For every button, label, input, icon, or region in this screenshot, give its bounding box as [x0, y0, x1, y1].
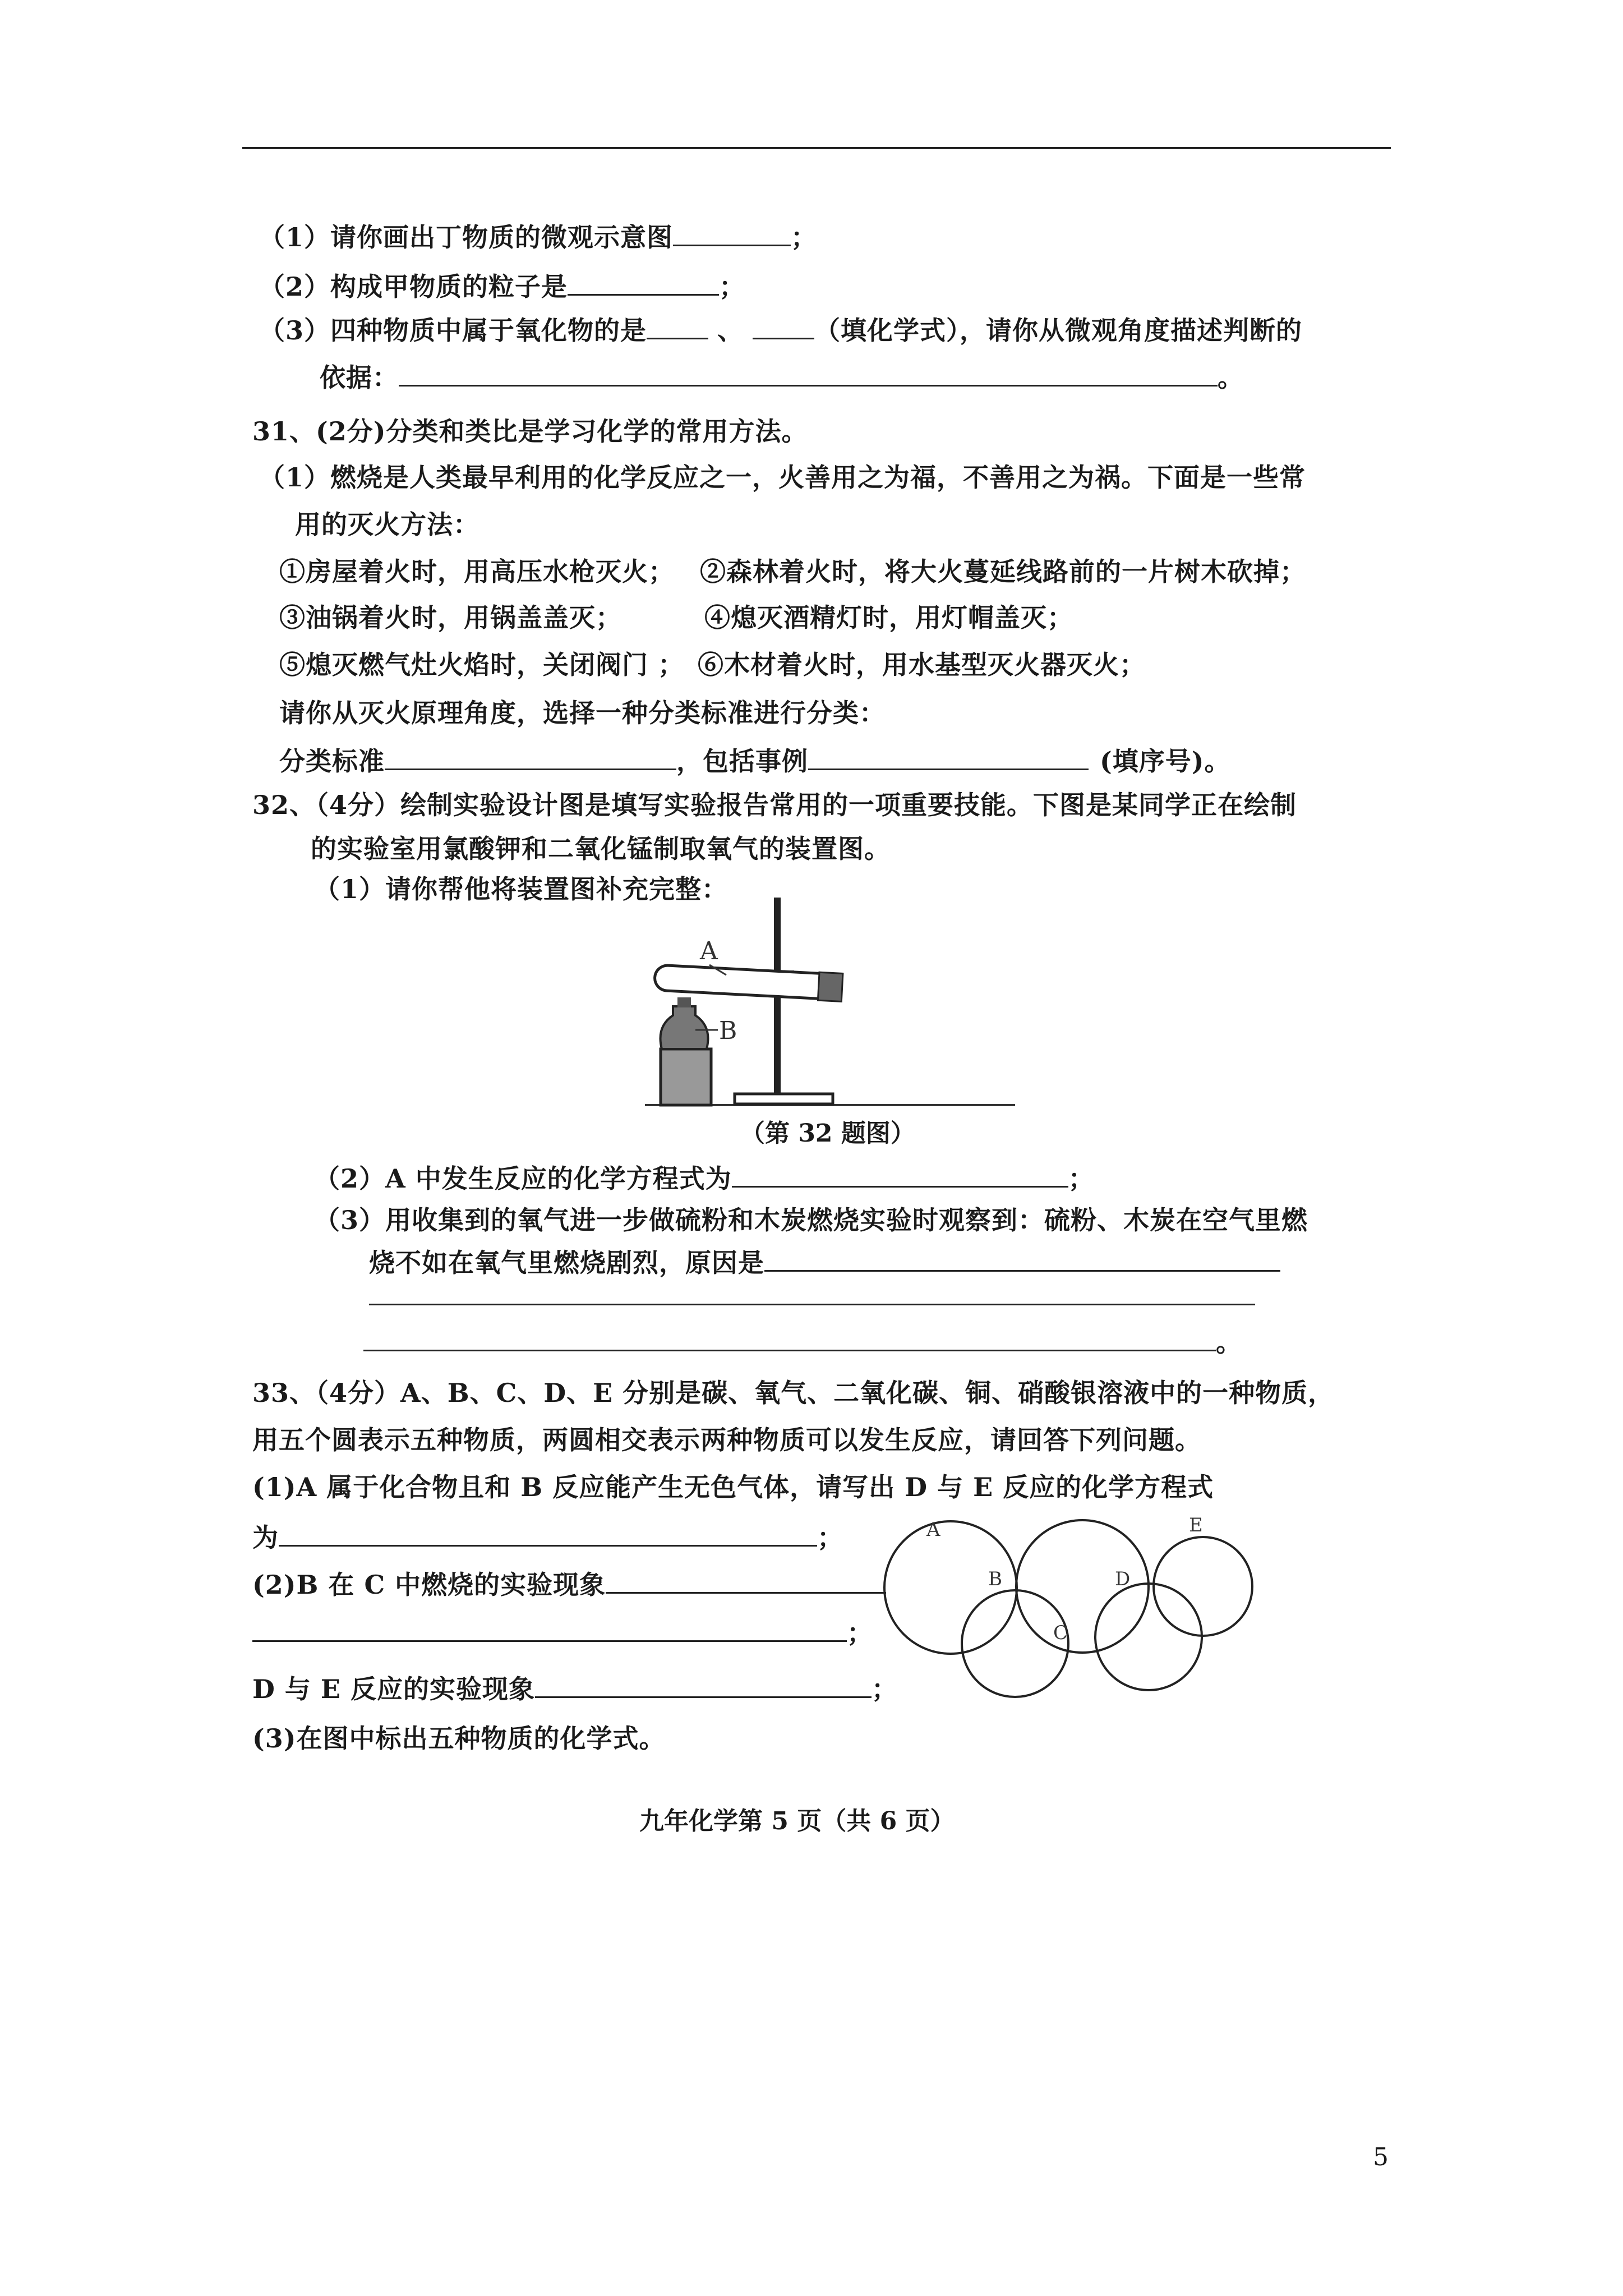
- q33-sub2: [252, 1567, 886, 1602]
- answer-blank[interactable]: [363, 1327, 1216, 1351]
- q33-sub3: (3)在图中标出五种物质的化学式。: [252, 1723, 666, 1754]
- answer-blank[interactable]: [535, 1674, 872, 1698]
- answer-blank[interactable]: [606, 1570, 886, 1594]
- q32-sub2-text: （2）A 中发生反应的化学方程式为: [314, 1163, 732, 1194]
- q33-sub1-label: 为: [252, 1522, 279, 1553]
- test-tube: [654, 964, 843, 1001]
- answer-blank[interactable]: [673, 222, 791, 246]
- figure-32-caption: （第 32 题图）: [740, 1119, 915, 1148]
- q30-sub1-end: ；: [791, 222, 818, 252]
- answer-blank[interactable]: [568, 272, 719, 296]
- q31-method-5: ⑤熄灭燃气灶火焰时，关闭阀门 ；: [279, 650, 685, 680]
- answer-blank[interactable]: [252, 1618, 847, 1642]
- q33-sub2-cont: [252, 1616, 873, 1650]
- q31-fill-note: (填序号)。: [1100, 746, 1231, 776]
- q32-heading-b: 的实验室用氯酸钾和二氧化锰制取氧气的装置图。: [311, 834, 891, 864]
- q31-heading: 31、(2分)分类和类比是学习化学的常用方法。: [252, 416, 808, 447]
- oxygen-apparatus-diagram: [634, 886, 1026, 1122]
- q33-sub2-de: [252, 1672, 898, 1706]
- q33-sub2-de-end: ；: [872, 1674, 898, 1704]
- q30-sub3-sep: 、: [717, 315, 744, 346]
- q33-sub1-answer: [252, 1520, 843, 1555]
- circle-label-d: D: [1115, 1568, 1131, 1590]
- q32-sub1: （1）请你帮他将装置图补充完整：: [314, 874, 728, 904]
- answer-blank[interactable]: [369, 1281, 1255, 1305]
- q31-method-2: ②森林着火时，将大火蔓延线路前的一片树木砍掉；: [700, 556, 1306, 587]
- page-number: 5: [1373, 2143, 1389, 2171]
- q31-sub1-text-b: 用的灭火方法：: [295, 509, 479, 540]
- q30-sub1-text: （1）请你画出丁物质的微观示意图: [259, 222, 674, 252]
- page-footer: 九年化学第 5 页（共 6 页）: [639, 1807, 955, 1835]
- q31-incl-label: ，包括事例: [676, 746, 808, 776]
- q30-sub3-text-b: （填化学式），请你从微观角度描述判断的: [814, 315, 1303, 346]
- q33-sub2-de-label: D 与 E 反应的实验现象: [252, 1674, 535, 1704]
- q33-sub1-text: (1)A 属于化合物且和 B 反应能产生无色气体，请写出 D 与 E 反应的化学方程式: [252, 1472, 1214, 1502]
- answer-blank[interactable]: [385, 746, 676, 770]
- q31-std-label: 分类标准: [279, 746, 385, 776]
- q32-heading: 32、（4分）绘制实验设计图是填写实验报告常用的一项重要技能。下图是某同学正在绘制: [252, 790, 1297, 820]
- q30-sub1: [259, 220, 817, 255]
- label-a: A: [700, 937, 718, 965]
- answer-blank[interactable]: [279, 1522, 817, 1547]
- q30-sub3-basis-label: 依据：: [320, 362, 399, 393]
- answer-blank[interactable]: [647, 315, 708, 339]
- answer-blank[interactable]: [732, 1163, 1068, 1188]
- alcohol-lamp: [661, 1006, 708, 1049]
- answer-blank[interactable]: [764, 1248, 1280, 1272]
- q30-sub3-basis: [320, 360, 1244, 395]
- q30-sub3-text: （3）四种物质中属于氧化物的是: [259, 315, 647, 346]
- q30-sub3: [259, 313, 1302, 348]
- q31-ask: 请你从灭火原理角度，选择一种分类标准进行分类：: [279, 698, 886, 728]
- stand-base: [735, 1094, 833, 1104]
- circle-d: [1095, 1584, 1202, 1690]
- q32-sub2-end: ；: [1068, 1163, 1095, 1194]
- q31-classification: [279, 744, 1231, 779]
- label-b: B: [719, 1016, 737, 1045]
- q32-sub3-end: 。: [1216, 1327, 1242, 1358]
- circle-label-b: B: [988, 1568, 1002, 1590]
- circle-label-c: C: [1053, 1622, 1068, 1644]
- answer-blank[interactable]: [399, 362, 1218, 386]
- q31-method-6: ⑥木材着火时，用水基型灭火器灭火；: [698, 650, 1146, 680]
- q30-sub3-end: 。: [1218, 362, 1244, 393]
- q32-sub2: [314, 1161, 1095, 1196]
- answer-blank[interactable]: [808, 746, 1089, 770]
- q30-sub2: [259, 269, 745, 304]
- venn-circles-diagram: [875, 1509, 1256, 1711]
- wood-block: [661, 1049, 711, 1105]
- q32-sub3-text: （3）用收集到的氧气进一步做硫粉和木炭燃烧实验时观察到：硫粉、木炭在空气里燃: [314, 1205, 1308, 1235]
- q33-heading: 33、（4分）A、B、C、D、E 分别是碳、氧气、二氧化碳、铜、硝酸银溶液中的一种物质，: [252, 1378, 1335, 1408]
- header-rule: [242, 147, 1391, 149]
- q31-method-1: ①房屋着火时，用高压水枪灭火；: [279, 556, 675, 587]
- lamp-wick: [677, 997, 691, 1007]
- q33-sub1-end: ；: [817, 1522, 843, 1553]
- circle-label-e: E: [1189, 1514, 1203, 1536]
- q31-method-4: ④熄灭酒精灯时，用灯帽盖灭；: [704, 602, 1073, 633]
- q30-sub2-end: ；: [719, 272, 746, 302]
- q32-sub3-last: [363, 1325, 1242, 1360]
- q33-heading-b: 用五个圆表示五种物质，两圆相交表示两种物质可以发生反应，请回答下列问题。: [252, 1425, 1201, 1455]
- q33-sub2-end: ；: [847, 1618, 873, 1648]
- q31-sub1-text: （1）燃烧是人类最早利用的化学反应之一，火善用之为福，不善用之为祸。下面是一些常: [259, 462, 1306, 493]
- q31-method-3: ③油锅着火时，用锅盖盖灭；: [279, 602, 622, 633]
- answer-blank[interactable]: [753, 315, 814, 339]
- q32-sub3-reason-label: 烧不如在氧气里燃烧剧烈，原因是: [369, 1248, 764, 1278]
- q30-sub2-text: （2）构成甲物质的粒子是: [259, 272, 568, 302]
- q32-sub3-reason: [369, 1245, 1280, 1280]
- q33-sub2-text: (2)B 在 C 中燃烧的实验现象: [252, 1570, 606, 1600]
- circle-label-a: A: [926, 1519, 940, 1541]
